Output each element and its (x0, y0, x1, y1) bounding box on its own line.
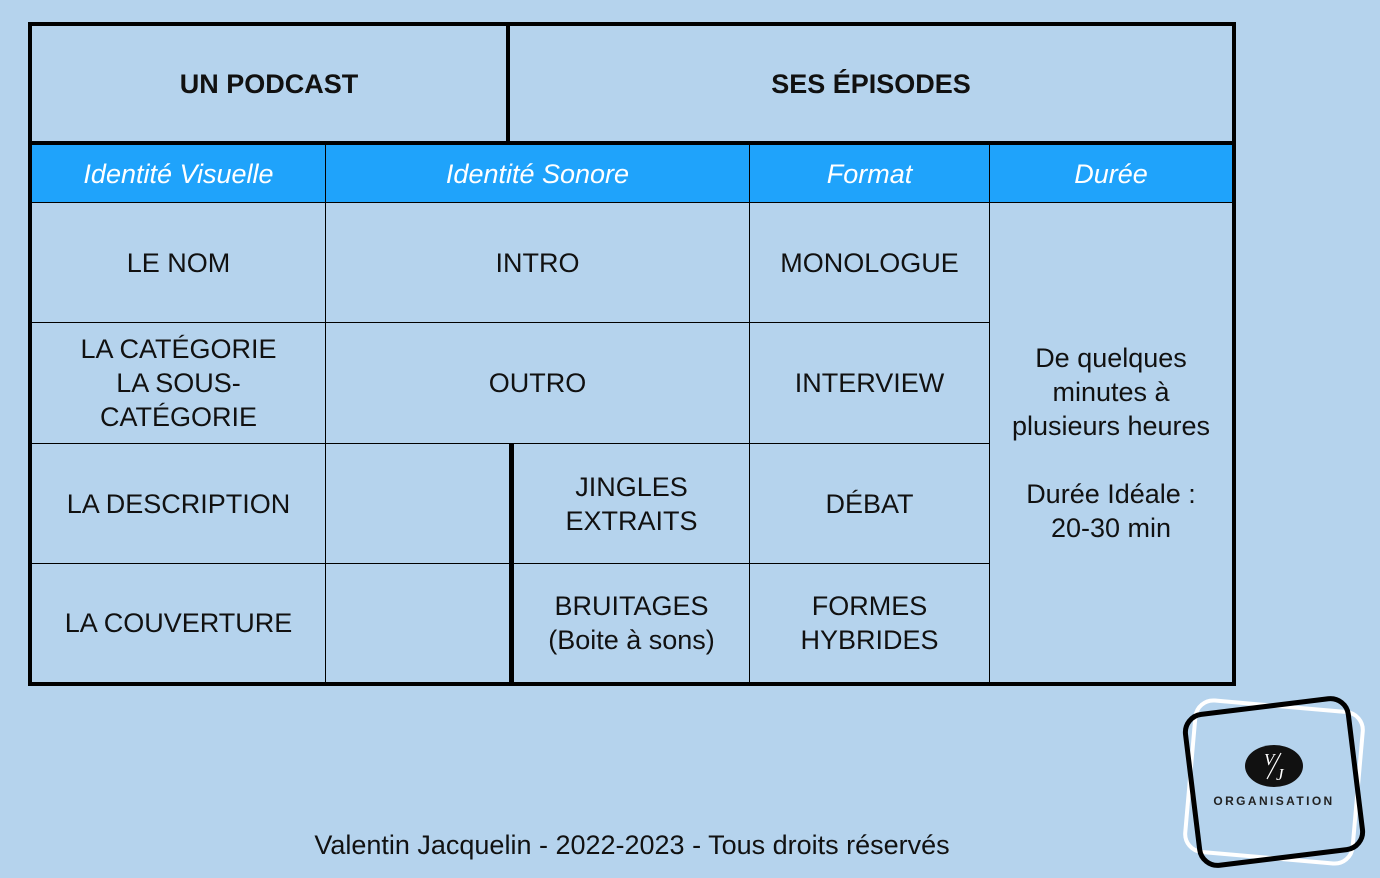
organisation-logo (1176, 692, 1372, 872)
cell-format-monologue: MONOLOGUE (750, 203, 990, 323)
header-episodes: SES ÉPISODES (510, 26, 1232, 145)
cell-sonore-jingles: JINGLES EXTRAITS (510, 444, 750, 564)
cell-sonore-empty-1 (326, 444, 510, 564)
subheader-identite-sonore: Identité Sonore (326, 145, 750, 203)
podcast-table (28, 22, 1236, 686)
logo-text: ORGANISATION (1213, 794, 1335, 808)
cell-format-debat: DÉBAT (750, 444, 990, 564)
cell-sonore-empty-2 (326, 564, 510, 682)
subheader-format: Format (750, 145, 990, 203)
cell-visuelle-couverture: LA COUVERTURE (32, 564, 326, 682)
subheader-identite-visuelle: Identité Visuelle (32, 145, 326, 203)
cell-duree: De quelques minutes à plusieurs heures Durée Idéale : 20-30 min (1011, 342, 1211, 543)
logo-monogram-icon (1244, 744, 1304, 788)
cell-visuelle-categorie: LA CATÉGORIE LA SOUS- CATÉGORIE (32, 323, 326, 444)
footer-copyright: Valentin Jacquelin - 2022-2023 - Tous droits réservés (314, 830, 950, 860)
cell-sonore-outro: OUTRO (326, 323, 750, 444)
cell-visuelle-nom: LE NOM (32, 203, 326, 323)
header-podcast: UN PODCAST (32, 26, 510, 145)
logo-initial-v: V (1264, 750, 1275, 769)
subheader-duree: Durée (990, 145, 1232, 203)
cell-format-hybrides: FORMES HYBRIDES (750, 564, 990, 682)
logo-initial-j: J (1276, 765, 1284, 784)
cell-sonore-intro: INTRO (326, 203, 750, 323)
cell-sonore-bruitages: BRUITAGES (Boite à sons) (510, 564, 750, 682)
cell-format-interview: INTERVIEW (750, 323, 990, 444)
cell-visuelle-description: LA DESCRIPTION (32, 444, 326, 564)
